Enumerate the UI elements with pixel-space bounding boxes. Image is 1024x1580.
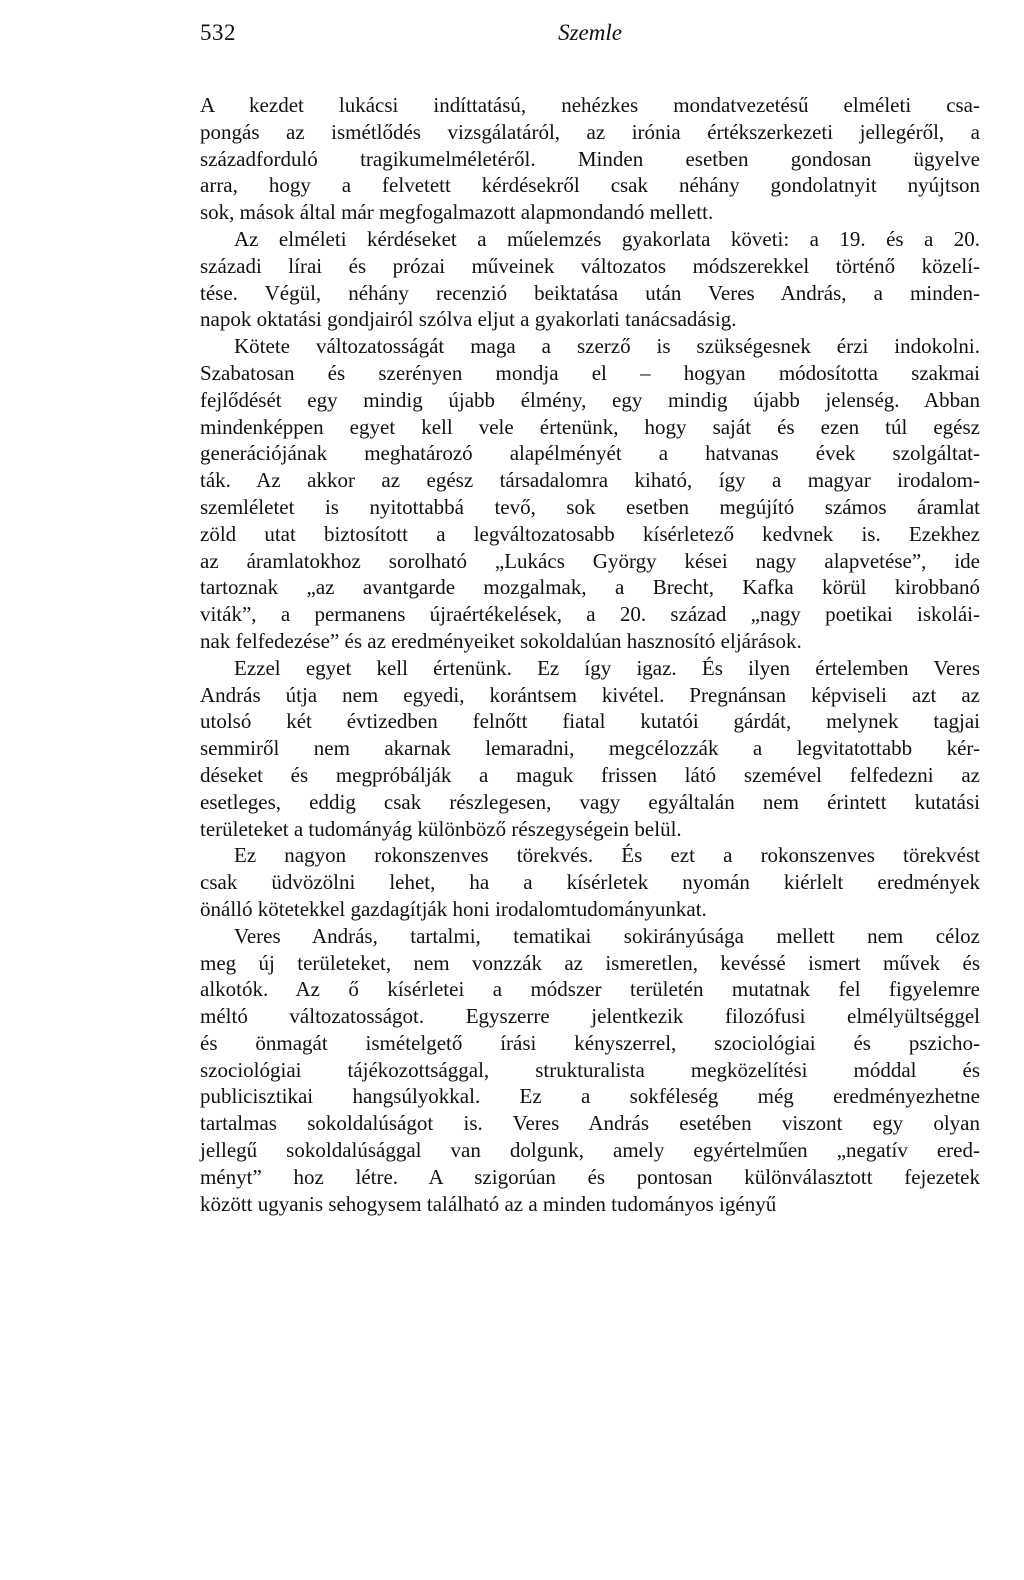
text-line: arra, hogy a felvetett kérdésekről csak néhány gondolatnyit nyújtson: [200, 173, 980, 198]
text-line: sok, mások által már megfogalmazott alapmondandó mellett.: [200, 200, 714, 225]
text-line: Kötete változatosságát maga a szerző is szükségesnek érzi indokolni.: [234, 334, 980, 359]
paragraph: [200, 226, 980, 333]
page-header: [200, 18, 980, 52]
text-line: századforduló tragikumelméletéről. Minden esetben gondosan ügyelve: [200, 146, 980, 171]
text-line: Szabatosan és szerényen mondja el – hogyan módosította szakmai: [200, 360, 980, 385]
text-line: esetleges, eddig csak részlegesen, vagy egyáltalán nem érintett kutatási: [200, 789, 980, 814]
text-line: és önmagát ismételgető írási kényszerrel, szociológiai és pszicho-: [200, 1030, 980, 1055]
text-line: tartalmas sokoldalúságot is. Veres András esetében viszont egy olyan: [200, 1111, 980, 1136]
text-line: András útja nem egyedi, korántsem kivétel. Pregnánsan képviseli azt az: [200, 682, 980, 707]
text-line: meg új területeket, nem vonzzák az ismeretlen, kevéssé ismert művek és: [200, 950, 980, 975]
text-line: ták. Az akkor az egész társadalomra kiható, így a magyar irodalom-: [200, 468, 980, 493]
paragraph: [200, 923, 980, 1218]
paragraph: [200, 333, 980, 655]
article-body: [200, 92, 980, 1217]
text-line: századi lírai és prózai műveinek változatos módszerekkel történő közelí-: [200, 253, 980, 278]
text-line: pongás az ismétlődés vizsgálatáról, az irónia értékszerkezeti jellegéről, a: [200, 119, 980, 144]
text-line: déseket és megpróbálják a maguk frissen látó szemével felfedezni az: [200, 762, 980, 787]
text-line: tartoznak „az avantgarde mozgalmak, a Brecht, Kafka körül kirobbanó: [200, 575, 980, 600]
text-line: semmiről nem akarnak lemaradni, megcélozzák a legvitatottabb kér-: [200, 736, 980, 761]
text-line: között ugyanis sehogysem található az a minden tudományos igényű: [200, 1191, 777, 1216]
text-line: alkotók. Az ő kísérletei a módszer területén mutatnak fel figyelemre: [200, 977, 980, 1002]
text-line: napok oktatási gondjairól szólva eljut a gyakorlati tanácsadásig.: [200, 307, 737, 332]
text-line: mindenképpen egyet kell vele értenünk, hogy saját és ezen túl egész: [200, 414, 980, 439]
text-line: viták”, a permanens újraértékelések, a 20. század „nagy poetikai iskolái-: [200, 602, 980, 627]
page-number: 532: [200, 20, 236, 45]
text-line: Veres András, tartalmi, tematikai sokirányúsága mellett nem céloz: [234, 923, 980, 948]
text-line: Az elméleti kérdéseket a műelemzés gyakorlata követi: a 19. és a 20.: [234, 226, 980, 251]
text-line: szociológiai tájékozottsággal, strukturalista megközelítési móddal és: [200, 1057, 980, 1082]
text-line: csak üdvözölni lehet, ha a kísérletek nyomán kiérlelt eredmények: [200, 870, 980, 895]
running-title: Szemle: [558, 20, 622, 45]
text-line: önálló kötetekkel gazdagítják honi irodalomtudományunkat.: [200, 896, 707, 921]
text-line: fejlődését egy mindig újabb élmény, egy mindig újabb jelenség. Abban: [200, 387, 980, 412]
text-line: utolsó két évtizedben felnőtt fiatal kutatói gárdát, melynek tagjai: [200, 709, 980, 734]
text-line: zöld utat biztosított a legváltozatosabb kísérletező kedvnek is. Ezekhez: [200, 521, 980, 546]
text-line: A kezdet lukácsi indíttatású, nehézkes mondatvezetésű elméleti csa-: [200, 93, 980, 117]
text-line: tése. Végül, néhány recenzió beiktatása után Veres András, a minden-: [200, 280, 980, 305]
text-line: méltó változatosságot. Egyszerre jelentkezik filozófusi elmélyültséggel: [200, 1004, 980, 1029]
text-line: Ez nagyon rokonszenves törekvés. És ezt a rokonszenves törekvést: [234, 843, 980, 868]
paragraph: [200, 655, 980, 843]
paragraph: [200, 92, 980, 226]
text-line: szemléletet is nyitottabbá tevő, sok esetben megújító számos áramlat: [200, 494, 980, 519]
text-line: területeket a tudományág különböző részegységein belül.: [200, 816, 682, 841]
text-line: az áramlatokhoz sorolható „Lukács György kései nagy alapvetése”, ide: [200, 548, 980, 573]
text-line: ményt” hoz létre. A szigorúan és pontosan különválasztott fejezetek: [200, 1164, 980, 1189]
text-line: nak felfedezése” és az eredményeiket sokoldalúan hasznosító eljárások.: [200, 628, 802, 653]
text-line: generációjának meghatározó alapélményét a hatvanas évek szolgáltat-: [200, 441, 980, 466]
text-line: jellegű sokoldalúsággal van dolgunk, amely egyértelműen „negatív ered-: [200, 1138, 980, 1163]
text-line: Ezzel egyet kell értenünk. Ez így igaz. És ilyen értelemben Veres: [234, 655, 980, 680]
text-line: publicisztikai hangsúlyokkal. Ez a sokféleség még eredményezhetne: [200, 1084, 980, 1109]
paragraph: [200, 842, 980, 922]
